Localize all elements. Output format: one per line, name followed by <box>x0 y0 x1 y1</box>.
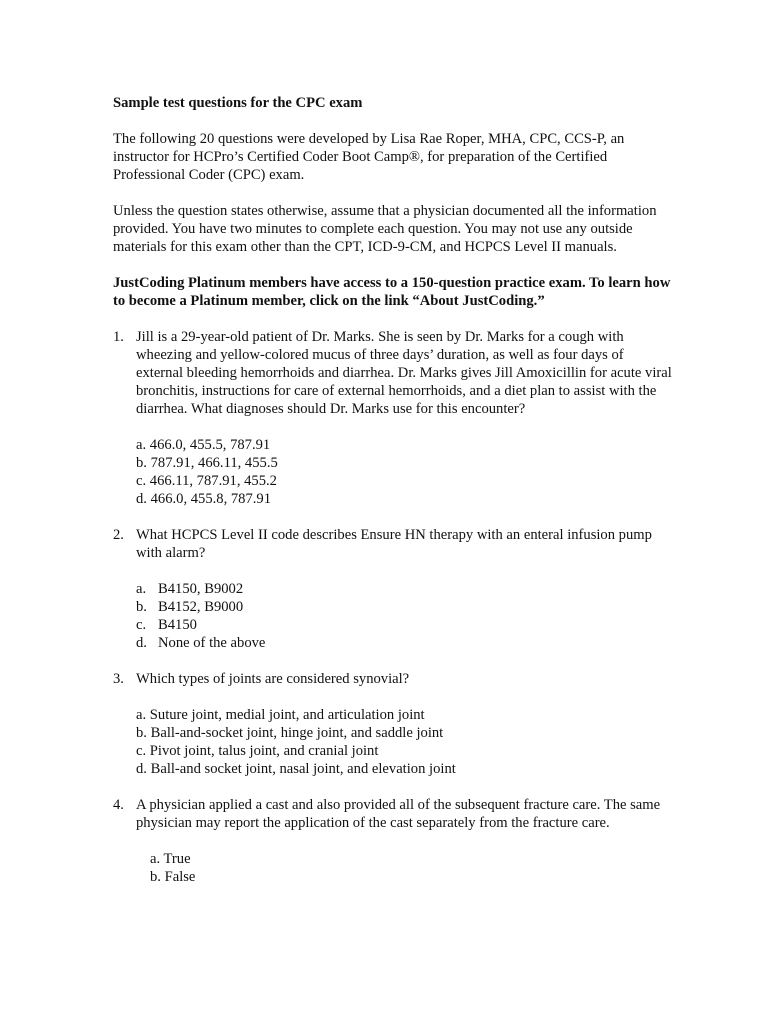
question-number: 2. <box>113 527 124 543</box>
question-text: Jill is a 29-year-old patient of Dr. Marks. She is seen by Dr. Marks for a cough with wheezing and yellow-colored mucus of three days’ duration, as well as four days of external bleeding hemorrhoids and diarrhea. Dr. Marks gives Jill Amoxicillin for acute viral bronchitis, instructions for care of external hemorrhoids, and a diet plan to assist with the diarrhea. What diagnoses should Dr. Marks use for this encounter? <box>136 329 672 417</box>
option-letter: c. <box>136 743 147 759</box>
answer-option <box>136 634 673 652</box>
answer-option <box>150 868 673 886</box>
option-letter: d. <box>136 635 147 651</box>
document-title: Sample test questions for the CPC exam <box>113 95 363 111</box>
option-letter: b. <box>150 869 161 885</box>
option-letter: b. <box>136 599 147 615</box>
option-text: B4150 <box>158 617 197 633</box>
option-letter: d. <box>136 491 147 507</box>
rules-paragraph: Unless the question states otherwise, assume that a physician documented all the information provided. You have two minutes to complete each question. You may not use any outside materials for this exam other than the CPT, ICD-9-CM, and HCPCS Level II manuals. <box>113 203 657 255</box>
answer-option <box>136 580 673 598</box>
option-text: Ball-and-socket joint, hinge joint, and saddle joint <box>150 725 444 741</box>
option-letter: b. <box>136 455 147 471</box>
question-text: What HCPCS Level II code describes Ensure HN therapy with an enteral infusion pump with alarm? <box>136 527 652 561</box>
platinum-paragraph: JustCoding Platinum members have access to a 150-question practice exam. To learn how to become a Platinum member, click on the link “About JustCoding.” <box>113 275 671 309</box>
question-4 <box>113 796 673 886</box>
option-text: None of the above <box>158 635 266 651</box>
question-number: 1. <box>113 329 124 345</box>
answer-option <box>136 724 673 742</box>
option-text: Pivot joint, talus joint, and cranial joint <box>149 743 379 759</box>
answer-option <box>136 436 673 454</box>
answer-option <box>136 454 673 472</box>
question-number: 3. <box>113 671 124 687</box>
option-letter: d. <box>136 761 147 777</box>
answer-option <box>136 472 673 490</box>
option-letter: b. <box>136 725 147 741</box>
question-text: Which types of joints are considered synovial? <box>136 671 410 687</box>
question-2 <box>113 526 673 652</box>
option-letter: a. <box>136 581 147 597</box>
answer-option <box>136 760 673 778</box>
answer-option <box>136 598 673 616</box>
option-text: False <box>164 869 196 885</box>
option-text: B4150, B9002 <box>158 581 244 597</box>
answer-options <box>136 850 673 886</box>
option-text: True <box>163 851 191 867</box>
option-letter: a. <box>136 707 147 723</box>
answer-option <box>136 490 673 508</box>
option-letter: c. <box>136 473 147 489</box>
document-page <box>113 94 673 886</box>
question-1 <box>113 328 673 508</box>
answer-options <box>136 580 673 652</box>
option-text: Ball-and socket joint, nasal joint, and elevation joint <box>150 761 456 777</box>
answer-option <box>136 742 673 760</box>
question-3 <box>113 670 673 778</box>
option-letter: a. <box>150 851 161 867</box>
answer-option <box>150 850 673 868</box>
answer-option <box>136 706 673 724</box>
option-text: 466.0, 455.5, 787.91 <box>149 437 271 453</box>
intro-paragraph: The following 20 questions were developed by Lisa Rae Roper, MHA, CPC, CCS-P, an instructor for HCPro’s Certified Coder Boot Camp®, for preparation of the Certified Professional Coder (CPC) exam. <box>113 131 625 183</box>
question-number: 4. <box>113 797 124 813</box>
option-letter: a. <box>136 437 147 453</box>
option-letter: c. <box>136 617 147 633</box>
option-text: 787.91, 466.11, 455.5 <box>150 455 278 471</box>
answer-options <box>136 706 673 778</box>
option-text: 466.0, 455.8, 787.91 <box>150 491 272 507</box>
question-text: A physician applied a cast and also provided all of the subsequent fracture care. The same physician may report the application of the cast separately from the fracture care. <box>136 797 661 831</box>
option-text: B4152, B9000 <box>158 599 244 615</box>
option-text: Suture joint, medial joint, and articulation joint <box>149 707 425 723</box>
option-text: 466.11, 787.91, 455.2 <box>149 473 277 489</box>
answer-option <box>136 616 673 634</box>
answer-options <box>136 436 673 508</box>
